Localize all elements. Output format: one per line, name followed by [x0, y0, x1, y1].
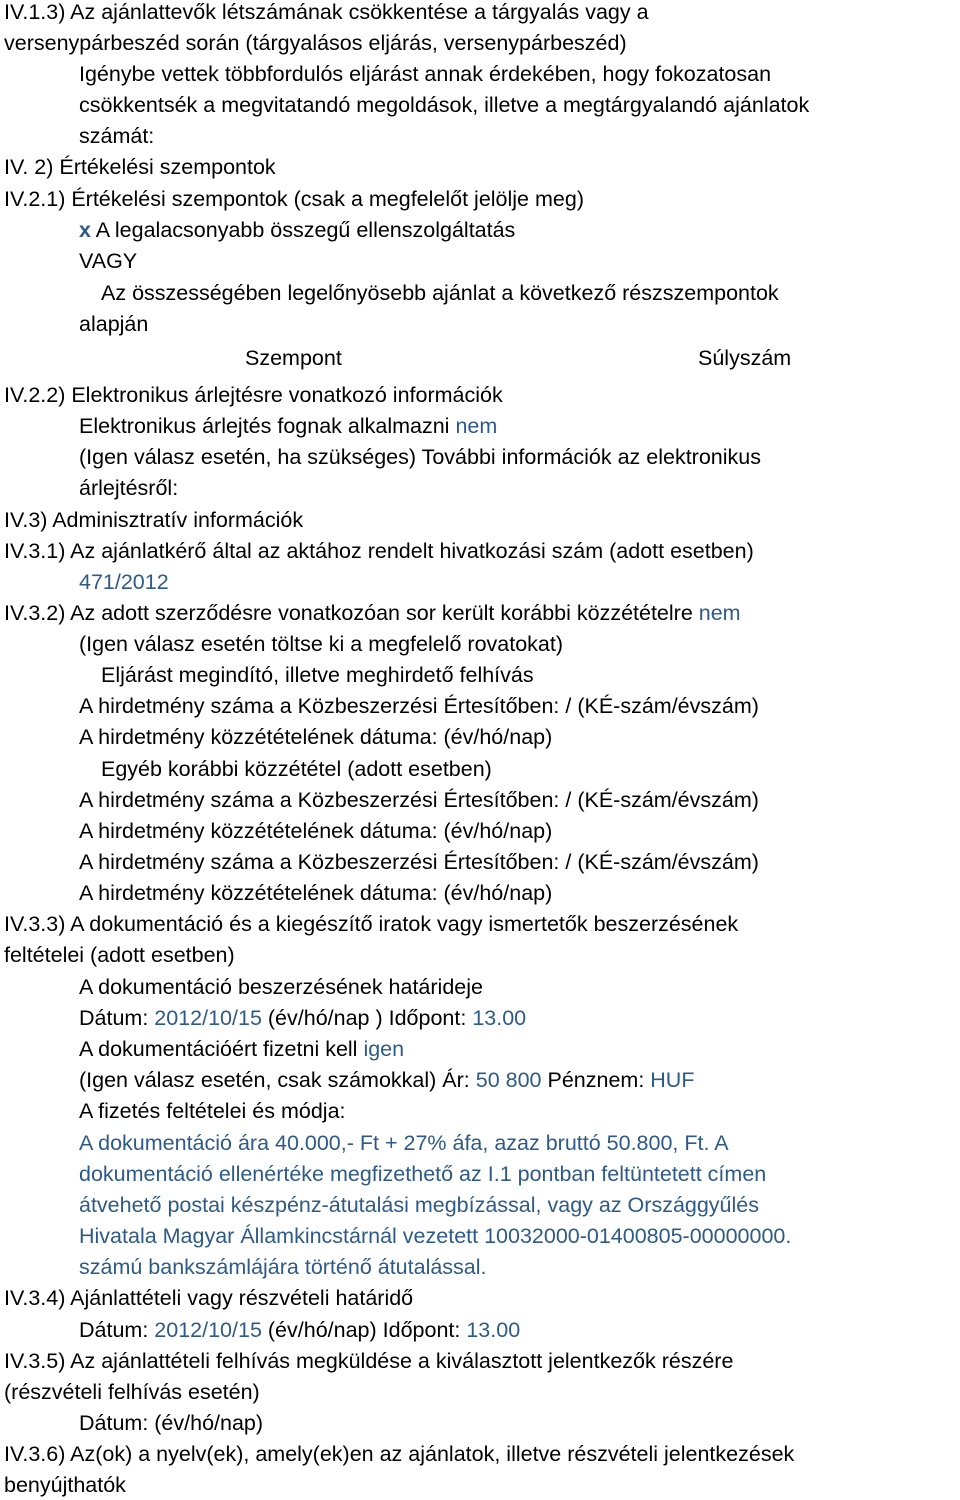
- doc-payment-value: igen: [363, 1037, 405, 1061]
- multistage-text: Igénybe vettek többfordulós eljárást annak érdekében, hogy fokozatosan: [79, 62, 772, 86]
- e-auction-answer: nem: [455, 414, 498, 438]
- section-iv-3-6-heading-cont: benyújthatók: [4, 1473, 126, 1497]
- ke-date-field: A hirdetmény közzétételének dátuma: (év/hó/nap): [79, 725, 553, 749]
- doc-deadline-label: A dokumentáció beszerzésének határideje: [79, 975, 483, 999]
- payment-terms-text: átvehető postai készpénz-átutalási megbízással, vagy az Országgyűlés: [79, 1193, 760, 1217]
- e-auction-info: (Igen válasz esetén, ha szükséges) További információk az elektronikus: [79, 445, 761, 469]
- doc-deadline-line: [79, 1005, 526, 1031]
- e-auction-info-cont: árlejtésről:: [79, 476, 179, 500]
- section-iv-2-2-heading: IV.2.2) Elektronikus árlejtésre vonatkozó információk: [4, 383, 503, 407]
- e-auction-line: [79, 413, 497, 439]
- bid-deadline-time: 13.00: [466, 1318, 521, 1342]
- payment-terms-text: dokumentáció ellenértéke megfizethető az I.1 pontban feltüntetett címen: [79, 1162, 767, 1186]
- doc-deadline-time: 13.00: [472, 1006, 527, 1030]
- date-format: (év/hó/nap ): [267, 1006, 383, 1030]
- option-lowest-price-label: A legalacsonyabb összegű ellenszolgáltatás: [95, 218, 516, 242]
- selected-mark: x: [79, 218, 91, 242]
- section-iv-3-3-heading-cont: feltételei (adott esetben): [4, 943, 235, 967]
- payment-terms-text: számú bankszámlájára történő átutalással.: [79, 1255, 487, 1279]
- prior-publication-sub-other: Egyéb korábbi közzététel (adott esetben): [101, 757, 492, 781]
- criterion-option-lowest-price: [79, 217, 515, 243]
- section-iv-2-title: IV. 2) Értékelési szempontok: [4, 155, 276, 179]
- doc-payment-line: [79, 1036, 404, 1062]
- time-label: Időpont:: [388, 1006, 467, 1030]
- prior-publication-sub-call: Eljárást megindító, illetve meghirdető felhívás: [101, 663, 534, 687]
- bid-deadline-date: 2012/10/15: [154, 1318, 262, 1342]
- section-iv-1-3-heading-cont: versenypárbeszéd során (tárgyalásos eljárás, versenypárbeszéd): [4, 31, 627, 55]
- ke-date-field: A hirdetmény közzétételének dátuma: (év/hó/nap): [79, 881, 553, 905]
- section-iv-3-4-heading: IV.3.4) Ajánlattételi vagy részvételi határidő: [4, 1286, 414, 1310]
- doc-price-line: [79, 1067, 694, 1093]
- section-iv-3-2-heading: IV.3.2) Az adott szerződésre vonatkozóan sor került korábbi közzétételre: [4, 601, 693, 625]
- section-iv-3-5-heading-cont: (részvételi felhívás esetén): [4, 1380, 260, 1404]
- section-iv-3-5-heading: IV.3.5) Az ajánlattételi felhívás megküldése a kiválasztott jelentkezők részére: [4, 1349, 734, 1373]
- e-auction-question: Elektronikus árlejtés fognak alkalmazni: [79, 414, 450, 438]
- column-header-criterion: Szempont: [245, 346, 342, 370]
- multistage-text-cont2: számát:: [79, 124, 155, 148]
- section-iv-3-3-heading: IV.3.3) A dokumentáció és a kiegészítő iratok vagy ismertetők beszerzésének: [4, 912, 739, 936]
- date-label: Dátum:: [79, 1318, 149, 1342]
- bid-deadline-line: [79, 1317, 520, 1343]
- currency-label: Pénznem:: [547, 1068, 645, 1092]
- reference-number-value: 471/2012: [79, 570, 169, 594]
- ke-number-field: A hirdetmény száma a Közbeszerzési Értesítőben: / (KÉ-szám/évszám): [79, 850, 759, 874]
- payment-terms-text: Hivatala Magyar Államkincstárnál vezetett 10032000-01400805-00000000.: [79, 1224, 792, 1248]
- date-label: Dátum:: [79, 1006, 149, 1030]
- or-label: VAGY: [79, 249, 138, 273]
- section-iv-1-3-heading: IV.1.3) Az ajánlattevők létszámának csökkentése a tárgyalás vagy a: [4, 0, 649, 24]
- ke-number-field: A hirdetmény száma a Közbeszerzési Értesítőben: / (KÉ-szám/évszám): [79, 694, 759, 718]
- date-format: (év/hó/nap): [267, 1318, 377, 1342]
- doc-deadline-date: 2012/10/15: [154, 1006, 262, 1030]
- payment-terms-text: A dokumentáció ára 40.000,- Ft + 27% áfa, azaz bruttó 50.800, Ft. A: [79, 1131, 729, 1155]
- criterion-option-best-value-cont: alapján: [79, 312, 149, 336]
- invitation-date-line: Dátum: (év/hó/nap): [79, 1411, 264, 1435]
- section-iv-2-1-heading: IV.2.1) Értékelési szempontok (csak a megfelelőt jelölje meg): [4, 187, 584, 211]
- ke-number-field: A hirdetmény száma a Közbeszerzési Értesítőben: / (KÉ-szám/évszám): [79, 788, 759, 812]
- prior-publication-note: (Igen válasz esetén töltse ki a megfelelő rovatokat): [79, 632, 564, 656]
- section-iv-3-2-heading-line: [4, 600, 741, 626]
- criterion-option-best-value: Az összességében legelőnyösebb ajánlat a következő részszempontok: [101, 281, 779, 305]
- ke-date-field: A hirdetmény közzétételének dátuma: (év/hó/nap): [79, 819, 553, 843]
- section-iv-3-6-heading: IV.3.6) Az(ok) a nyelv(ek), amely(ek)en az ajánlatok, illetve részvételi jelentkezések: [4, 1442, 795, 1466]
- prior-publication-answer: nem: [698, 601, 741, 625]
- currency-value: HUF: [650, 1068, 695, 1092]
- payment-terms-label: A fizetés feltételei és módja:: [79, 1099, 346, 1123]
- section-iv-3-title: IV.3) Adminisztratív információk: [4, 508, 304, 532]
- time-label: Időpont:: [382, 1318, 461, 1342]
- price-value: 50 800: [475, 1068, 542, 1092]
- price-label: (Igen válasz esetén, csak számokkal) Ár:: [79, 1068, 470, 1092]
- doc-payment-label: A dokumentációért fizetni kell: [79, 1037, 358, 1061]
- section-iv-3-1-heading: IV.3.1) Az ajánlatkérő által az aktához rendelt hivatkozási szám (adott esetben): [4, 539, 754, 563]
- multistage-text-cont: csökkentsék a megvitatandó megoldások, illetve a megtárgyalandó ajánlatok: [79, 93, 810, 117]
- column-header-weight: Súlyszám: [698, 346, 792, 370]
